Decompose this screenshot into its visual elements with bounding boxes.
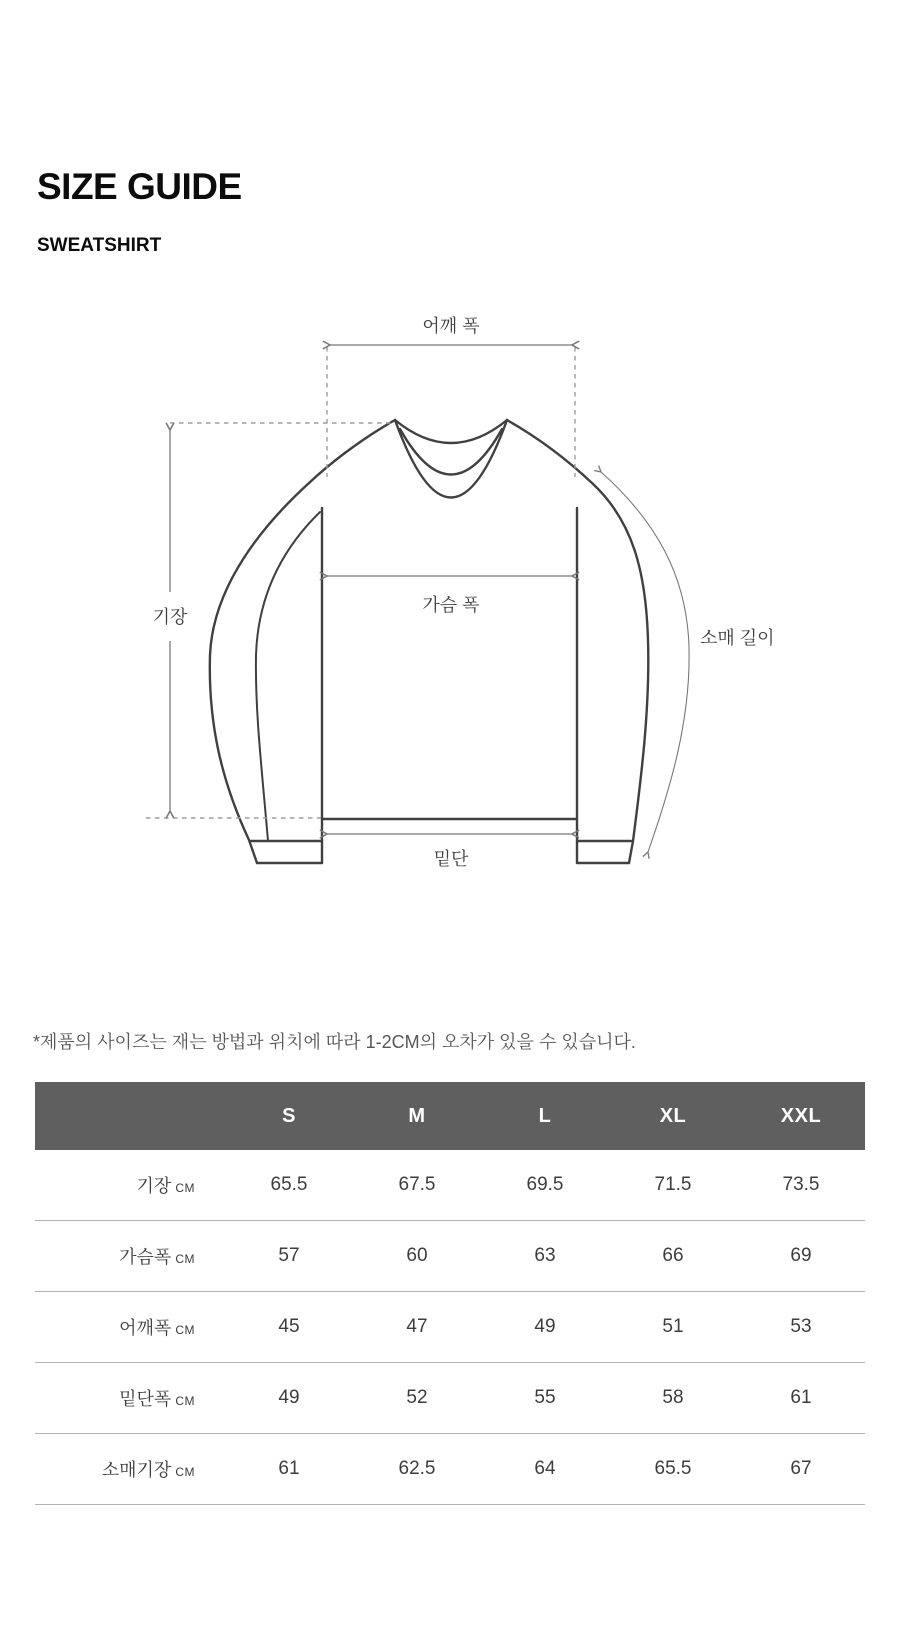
cell-value: 45 [278, 1316, 300, 1337]
cell-value: 51 [662, 1316, 684, 1337]
table-row-length [35, 1150, 865, 1221]
page-subtitle: SWEATSHIRT [37, 235, 162, 256]
header-size-xl: XL [659, 1104, 687, 1127]
cell-value: 55 [534, 1387, 556, 1408]
unit-label: CM [175, 1465, 195, 1479]
header-size-m: M [408, 1104, 426, 1127]
cell-value: 73.5 [782, 1174, 820, 1195]
cell-value: 69 [790, 1245, 812, 1266]
hem-width-label: 밑단 [433, 849, 469, 869]
cell-value: 67 [790, 1458, 812, 1479]
sweatshirt-outline [210, 420, 649, 863]
cell-value: 71.5 [654, 1174, 692, 1195]
chest-width-label: 가슴 폭 [422, 595, 480, 615]
cell-value: 65.5 [654, 1458, 692, 1479]
row-label: 어깨폭 CM [119, 1318, 195, 1338]
length-label: 기장 [152, 607, 188, 627]
table-row-sleeve [35, 1434, 865, 1505]
size-table-header [35, 1082, 865, 1150]
table-row-hem [35, 1363, 865, 1434]
cell-value: 49 [534, 1316, 556, 1337]
row-label: 밑단폭 CM [119, 1389, 195, 1409]
cell-value: 69.5 [526, 1174, 564, 1195]
cell-value: 47 [406, 1316, 428, 1337]
row-label: 소매기장 CM [101, 1460, 195, 1480]
sweatshirt-measurement-diagram [130, 290, 780, 890]
cell-value: 49 [278, 1387, 300, 1408]
header-size-xxl: XXL [780, 1104, 822, 1127]
cell-value: 61 [790, 1387, 812, 1408]
cell-value: 60 [406, 1245, 428, 1266]
dashed-guides [146, 347, 575, 818]
cell-value: 53 [790, 1316, 812, 1337]
table-row-shoulder [35, 1292, 865, 1363]
cell-value: 61 [278, 1458, 300, 1479]
size-table [35, 1082, 865, 1505]
cell-value: 64 [534, 1458, 556, 1479]
cell-value: 62.5 [398, 1458, 436, 1479]
header-size-s: S [282, 1104, 296, 1127]
unit-label: CM [175, 1323, 195, 1337]
shoulder-width-label: 어깨 폭 [422, 316, 480, 336]
cell-value: 65.5 [270, 1174, 308, 1195]
cell-value: 58 [662, 1387, 684, 1408]
table-row-chest [35, 1221, 865, 1292]
cell-value: 66 [662, 1245, 684, 1266]
row-label: 기장 CM [136, 1176, 195, 1196]
cell-value: 52 [406, 1387, 428, 1408]
unit-label: CM [175, 1394, 195, 1408]
sleeve-length-label: 소매 길이 [700, 628, 775, 648]
header-size-l: L [538, 1104, 552, 1127]
unit-label: CM [175, 1252, 195, 1266]
unit-label: CM [175, 1181, 195, 1195]
cell-value: 57 [278, 1245, 300, 1266]
row-label: 가슴폭 CM [119, 1247, 195, 1267]
cell-value: 67.5 [398, 1174, 436, 1195]
page-title: SIZE GUIDE [37, 166, 242, 207]
cell-value: 63 [534, 1245, 556, 1266]
tolerance-note: *제품의 사이즈는 재는 방법과 위치에 따라 1-2CM의 오차가 있을 수 있습니다. [33, 1032, 636, 1052]
